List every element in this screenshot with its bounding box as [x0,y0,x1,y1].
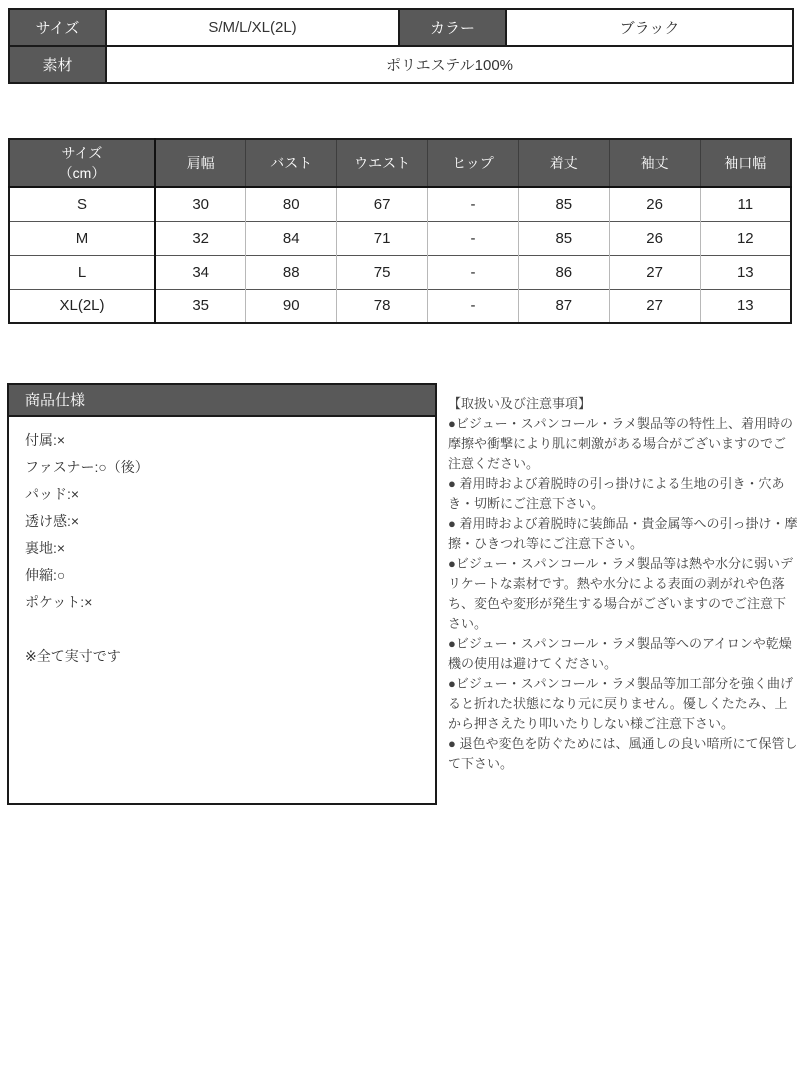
measurement-cell: 34 [155,255,246,289]
spec-note: ※全て実寸です [25,648,121,664]
size-value-cell: S/M/L/XL(2L) [106,9,399,46]
spec-item-accessory: 付属:× [25,432,66,448]
measurement-cell: 84 [246,221,337,255]
size-chart-row-xl [9,289,791,323]
color-label-cell: カラー [399,9,506,46]
size-chart-unit-line2: （cm） [58,165,106,181]
measurement-cell: 12 [700,221,791,255]
measurement-cell: 27 [609,289,700,323]
measurement-cell: 32 [155,221,246,255]
care-note-item: ●ビジュー・スパンコール・ラメ製品等の特性上、着用時の摩擦や衝撃により肌に刺激がある場合がございますのでご注意ください。 [448,416,793,471]
measurement-cell: - [428,255,519,289]
measurement-cell: 30 [155,187,246,221]
measurement-cell: 27 [609,255,700,289]
material-value-cell: ポリエステル100% [106,46,793,83]
measurement-cell: 35 [155,289,246,323]
measurement-cell: 78 [337,289,428,323]
size-chart-row-l [9,255,791,289]
measurement-cell: 85 [518,187,609,221]
measurement-cell: 67 [337,187,428,221]
measurement-cell: 11 [700,187,791,221]
measurement-cell: 75 [337,255,428,289]
measurement-cell: - [428,187,519,221]
size-cell: XL(2L) [9,289,155,323]
measurement-cell: 13 [700,255,791,289]
spec-box-title: 商品仕様 [9,385,435,417]
size-chart-row-m [9,221,791,255]
care-note-item: ●ビジュー・スパンコール・ラメ製品等へのアイロンや乾燥機の使用は避けてください。 [448,636,792,671]
measurement-cell: 86 [518,255,609,289]
col-header-length: 着丈 [518,139,609,187]
measurement-cell: 26 [609,187,700,221]
measurement-cell: 71 [337,221,428,255]
spec-item-sheerness: 透け感:× [25,513,80,529]
size-chart-header-row [9,139,791,187]
size-cell: L [9,255,155,289]
care-note-item: ● 着用時および着脱時に装飾品・貴金属等への引っ掛け・摩擦・ひきつれ等にご注意下さい。 [448,516,798,551]
color-value-cell: ブラック [506,9,793,46]
product-summary-table [8,8,794,84]
measurement-cell: 90 [246,289,337,323]
spec-box-body [9,417,435,680]
care-notes-title: 【取扱い及び注意事項】 [448,396,592,411]
col-header-bust: バスト [246,139,337,187]
col-header-cuff-width: 袖口幅 [700,139,791,187]
spec-item-lining: 裏地:× [25,540,66,556]
spec-item-stretch: 伸縮:○ [25,567,66,583]
care-note-item: ● 着用時および着脱時の引っ掛けによる生地の引き・穴あき・切断にご注意下さい。 [448,476,785,511]
measurement-cell: 80 [246,187,337,221]
size-chart-unit-header [9,139,155,187]
summary-row-size-color [9,9,793,46]
care-note-item: ●ビジュー・スパンコール・ラメ製品等は熱や水分に弱いデリケートな素材です。熱や水分による表面の剥がれや色落ち、変色や変形が発生する場合がございますのでご注意下さい。 [448,556,793,631]
size-chart-row-s [9,187,791,221]
measurement-cell: 88 [246,255,337,289]
size-chart-table [8,138,792,324]
col-header-sleeve-length: 袖丈 [609,139,700,187]
measurement-cell: 87 [518,289,609,323]
col-header-hip: ヒップ [428,139,519,187]
measurement-cell: 85 [518,221,609,255]
material-label-cell: 素材 [9,46,106,83]
care-note-item: ●ビジュー・スパンコール・ラメ製品等加工部分を強く曲げると折れた状態になり元に戻りません。優しくたたみ、上から押さえたり叩いたりしない様ご注意下さい。 [448,676,793,731]
measurement-cell: 13 [700,289,791,323]
col-header-shoulder-width: 肩幅 [155,139,246,187]
size-label-cell: サイズ [9,9,106,46]
measurement-cell: 26 [609,221,700,255]
product-spec-box [7,383,437,805]
size-chart-unit-line1: サイズ [61,144,103,161]
spec-item-pad: パッド:× [25,486,80,502]
summary-row-material [9,46,793,83]
measurement-cell: - [428,221,519,255]
care-note-item: ● 退色や変色を防ぐためには、風通しの良い暗所にて保管して下さい。 [448,736,798,771]
spec-item-fastener: ファスナー:○（後） [25,459,149,475]
size-cell: S [9,187,155,221]
col-header-waist: ウエスト [337,139,428,187]
spec-item-pocket: ポケット:× [25,594,93,610]
measurement-cell: - [428,289,519,323]
care-notes [448,394,798,774]
size-cell: M [9,221,155,255]
